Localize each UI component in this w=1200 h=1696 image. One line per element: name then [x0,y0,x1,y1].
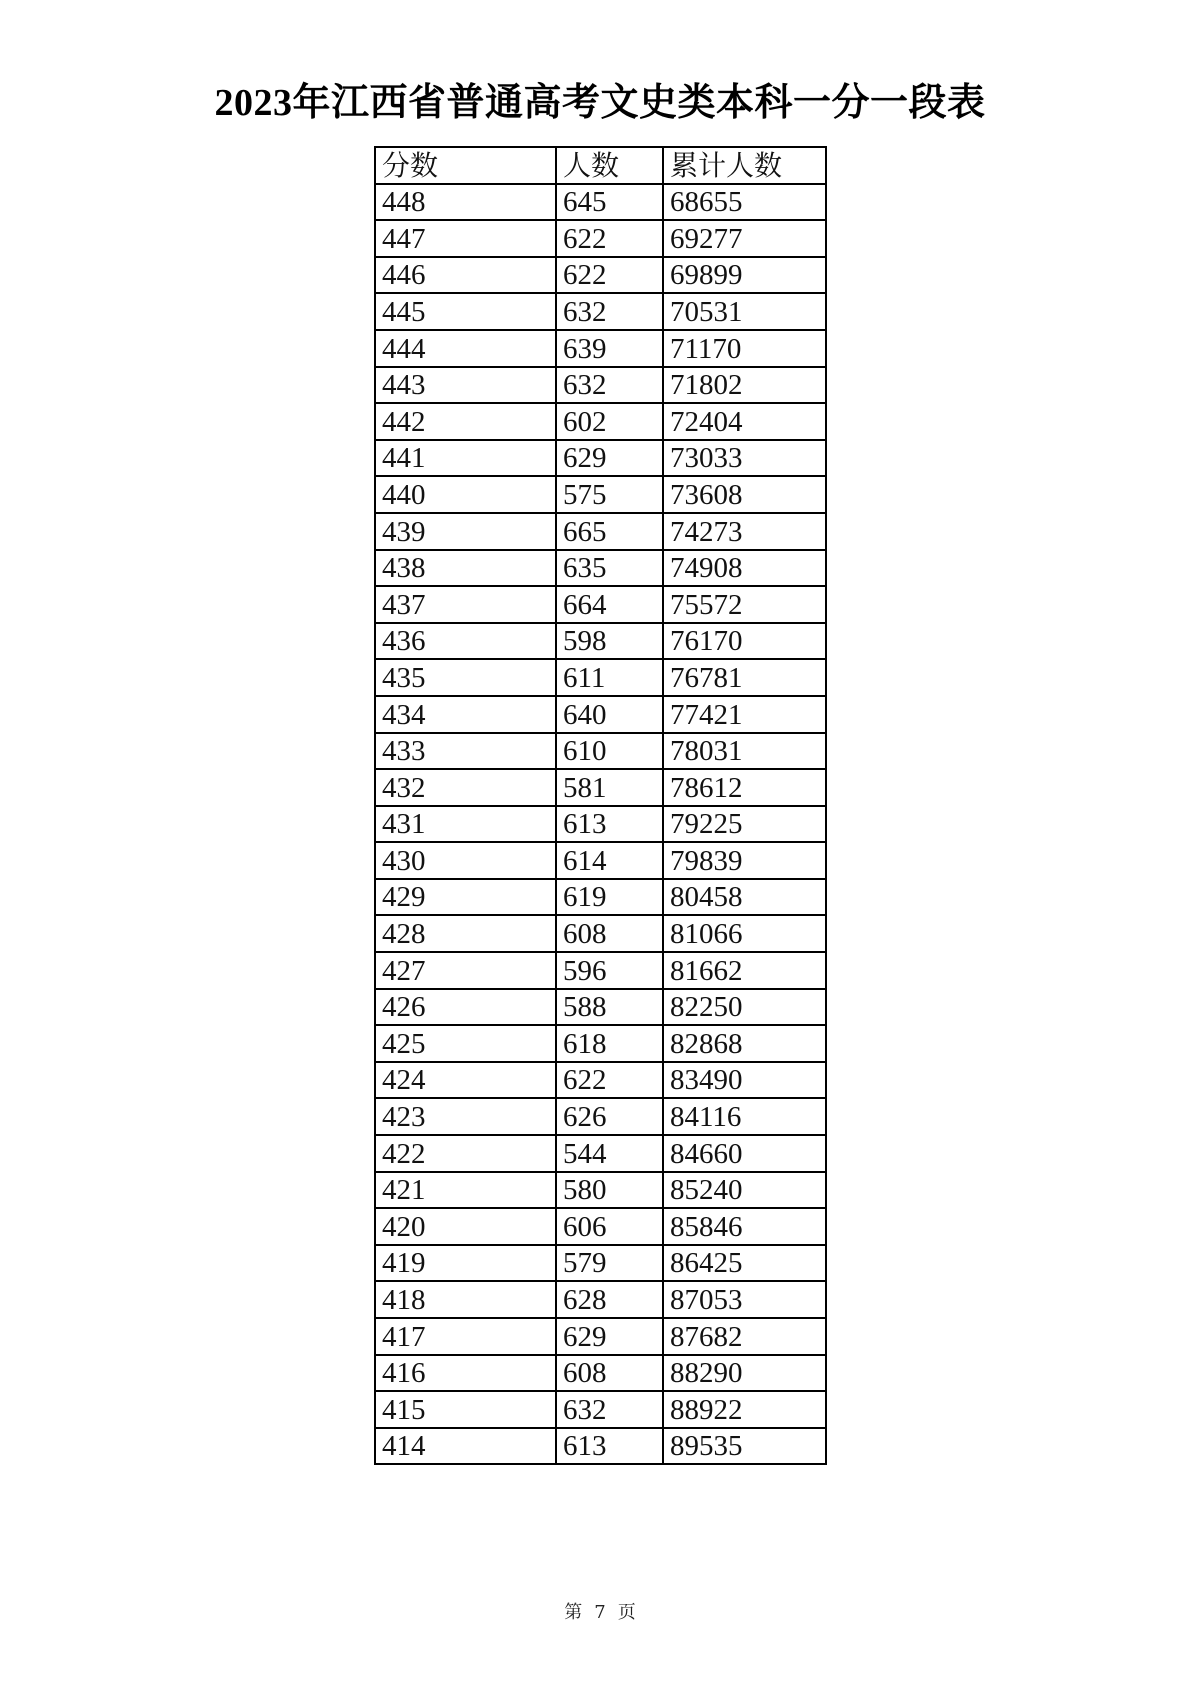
cell-cumulative: 78031 [663,733,826,770]
table-row [375,1025,826,1062]
table-row [375,1135,826,1172]
cell-count: 629 [556,440,663,477]
page-footer [0,1598,1200,1624]
cell-cumulative: 81662 [663,952,826,989]
cell-cumulative: 84660 [663,1135,826,1172]
cell-cumulative: 76170 [663,623,826,660]
table-row [375,915,826,952]
cell-cumulative: 69277 [663,220,826,257]
cell-count: 632 [556,367,663,404]
table-row [375,623,826,660]
cell-cumulative: 78612 [663,769,826,806]
cell-score: 422 [375,1135,556,1172]
cell-cumulative: 69899 [663,257,826,294]
cell-count: 664 [556,586,663,623]
cell-score: 415 [375,1391,556,1428]
cell-count: 665 [556,513,663,550]
cell-cumulative: 81066 [663,915,826,952]
table-row [375,1281,826,1318]
table-row [375,330,826,367]
cell-cumulative: 83490 [663,1062,826,1099]
cell-score: 414 [375,1428,556,1465]
cell-score: 432 [375,769,556,806]
cell-score: 419 [375,1245,556,1282]
cell-count: 596 [556,952,663,989]
table-body [375,147,826,1464]
cell-score: 425 [375,1025,556,1062]
table-row [375,257,826,294]
cell-cumulative: 75572 [663,586,826,623]
cell-cumulative: 79225 [663,806,826,843]
table-row [375,586,826,623]
cell-cumulative: 89535 [663,1428,826,1465]
cell-score: 420 [375,1208,556,1245]
cell-score: 434 [375,696,556,733]
cell-score: 445 [375,293,556,330]
table-row [375,1355,826,1392]
table-row [375,513,826,550]
cell-count: 622 [556,1062,663,1099]
header-count: 人数 [556,147,663,184]
score-distribution-table [374,146,827,1465]
cell-count: 622 [556,257,663,294]
table-row [375,476,826,513]
cell-score: 438 [375,550,556,587]
cell-score: 436 [375,623,556,660]
cell-count: 632 [556,1391,663,1428]
cell-score: 439 [375,513,556,550]
cell-cumulative: 88922 [663,1391,826,1428]
cell-cumulative: 80458 [663,879,826,916]
table-row [375,440,826,477]
cell-score: 441 [375,440,556,477]
table-row [375,1245,826,1282]
header-score: 分数 [375,147,556,184]
cell-count: 640 [556,696,663,733]
cell-score: 430 [375,842,556,879]
cell-score: 426 [375,989,556,1026]
footer-prefix: 第 [564,1602,583,1623]
cell-count: 611 [556,659,663,696]
cell-score: 423 [375,1098,556,1135]
cell-cumulative: 77421 [663,696,826,733]
cell-count: 614 [556,842,663,879]
cell-score: 424 [375,1062,556,1099]
page-number: 7 [594,1602,606,1623]
cell-cumulative: 85240 [663,1172,826,1209]
cell-cumulative: 84116 [663,1098,826,1135]
table-row [375,184,826,221]
cell-count: 618 [556,1025,663,1062]
cell-score: 444 [375,330,556,367]
cell-count: 588 [556,989,663,1026]
table-row [375,403,826,440]
table-row [375,842,826,879]
cell-count: 606 [556,1208,663,1245]
cell-count: 598 [556,623,663,660]
cell-cumulative: 87053 [663,1281,826,1318]
document-title: 2023年江西省普通高考文史类本科一分一段表 [214,82,986,124]
table-row [375,1208,826,1245]
cell-count: 610 [556,733,663,770]
table-row [375,769,826,806]
table-row [375,1318,826,1355]
cell-cumulative: 76781 [663,659,826,696]
cell-cumulative: 74908 [663,550,826,587]
table-row [375,550,826,587]
cell-count: 602 [556,403,663,440]
table-row [375,293,826,330]
cell-score: 448 [375,184,556,221]
cell-count: 626 [556,1098,663,1135]
table-row [375,1172,826,1209]
table-row [375,879,826,916]
table-header-row [375,147,826,184]
cell-count: 635 [556,550,663,587]
cell-cumulative: 87682 [663,1318,826,1355]
cell-cumulative: 71802 [663,367,826,404]
table-row [375,952,826,989]
cell-cumulative: 88290 [663,1355,826,1392]
header-cumulative: 累计人数 [663,147,826,184]
cell-score: 429 [375,879,556,916]
cell-count: 613 [556,806,663,843]
cell-score: 440 [375,476,556,513]
cell-count: 580 [556,1172,663,1209]
cell-cumulative: 79839 [663,842,826,879]
cell-count: 613 [556,1428,663,1465]
cell-count: 608 [556,1355,663,1392]
cell-count: 622 [556,220,663,257]
cell-count: 628 [556,1281,663,1318]
cell-cumulative: 82250 [663,989,826,1026]
cell-count: 645 [556,184,663,221]
cell-count: 632 [556,293,663,330]
table-row [375,806,826,843]
cell-cumulative: 85846 [663,1208,826,1245]
cell-score: 447 [375,220,556,257]
table-row [375,989,826,1026]
table-row [375,367,826,404]
cell-cumulative: 74273 [663,513,826,550]
cell-cumulative: 68655 [663,184,826,221]
cell-count: 579 [556,1245,663,1282]
footer-suffix: 页 [617,1602,636,1623]
cell-count: 544 [556,1135,663,1172]
cell-score: 446 [375,257,556,294]
cell-cumulative: 73033 [663,440,826,477]
table-row [375,1062,826,1099]
cell-count: 608 [556,915,663,952]
cell-score: 427 [375,952,556,989]
cell-cumulative: 70531 [663,293,826,330]
table-row [375,1391,826,1428]
table-row [375,733,826,770]
cell-cumulative: 86425 [663,1245,826,1282]
cell-count: 619 [556,879,663,916]
cell-score: 442 [375,403,556,440]
cell-score: 431 [375,806,556,843]
cell-score: 428 [375,915,556,952]
table-row [375,659,826,696]
cell-score: 433 [375,733,556,770]
cell-count: 581 [556,769,663,806]
cell-score: 417 [375,1318,556,1355]
cell-score: 418 [375,1281,556,1318]
table-row [375,220,826,257]
cell-score: 435 [375,659,556,696]
table-row [375,1428,826,1465]
table-row [375,696,826,733]
cell-cumulative: 71170 [663,330,826,367]
table-row [375,1098,826,1135]
cell-cumulative: 73608 [663,476,826,513]
cell-cumulative: 72404 [663,403,826,440]
cell-count: 629 [556,1318,663,1355]
cell-score: 421 [375,1172,556,1209]
cell-cumulative: 82868 [663,1025,826,1062]
cell-count: 639 [556,330,663,367]
cell-score: 443 [375,367,556,404]
cell-score: 416 [375,1355,556,1392]
cell-count: 575 [556,476,663,513]
cell-score: 437 [375,586,556,623]
